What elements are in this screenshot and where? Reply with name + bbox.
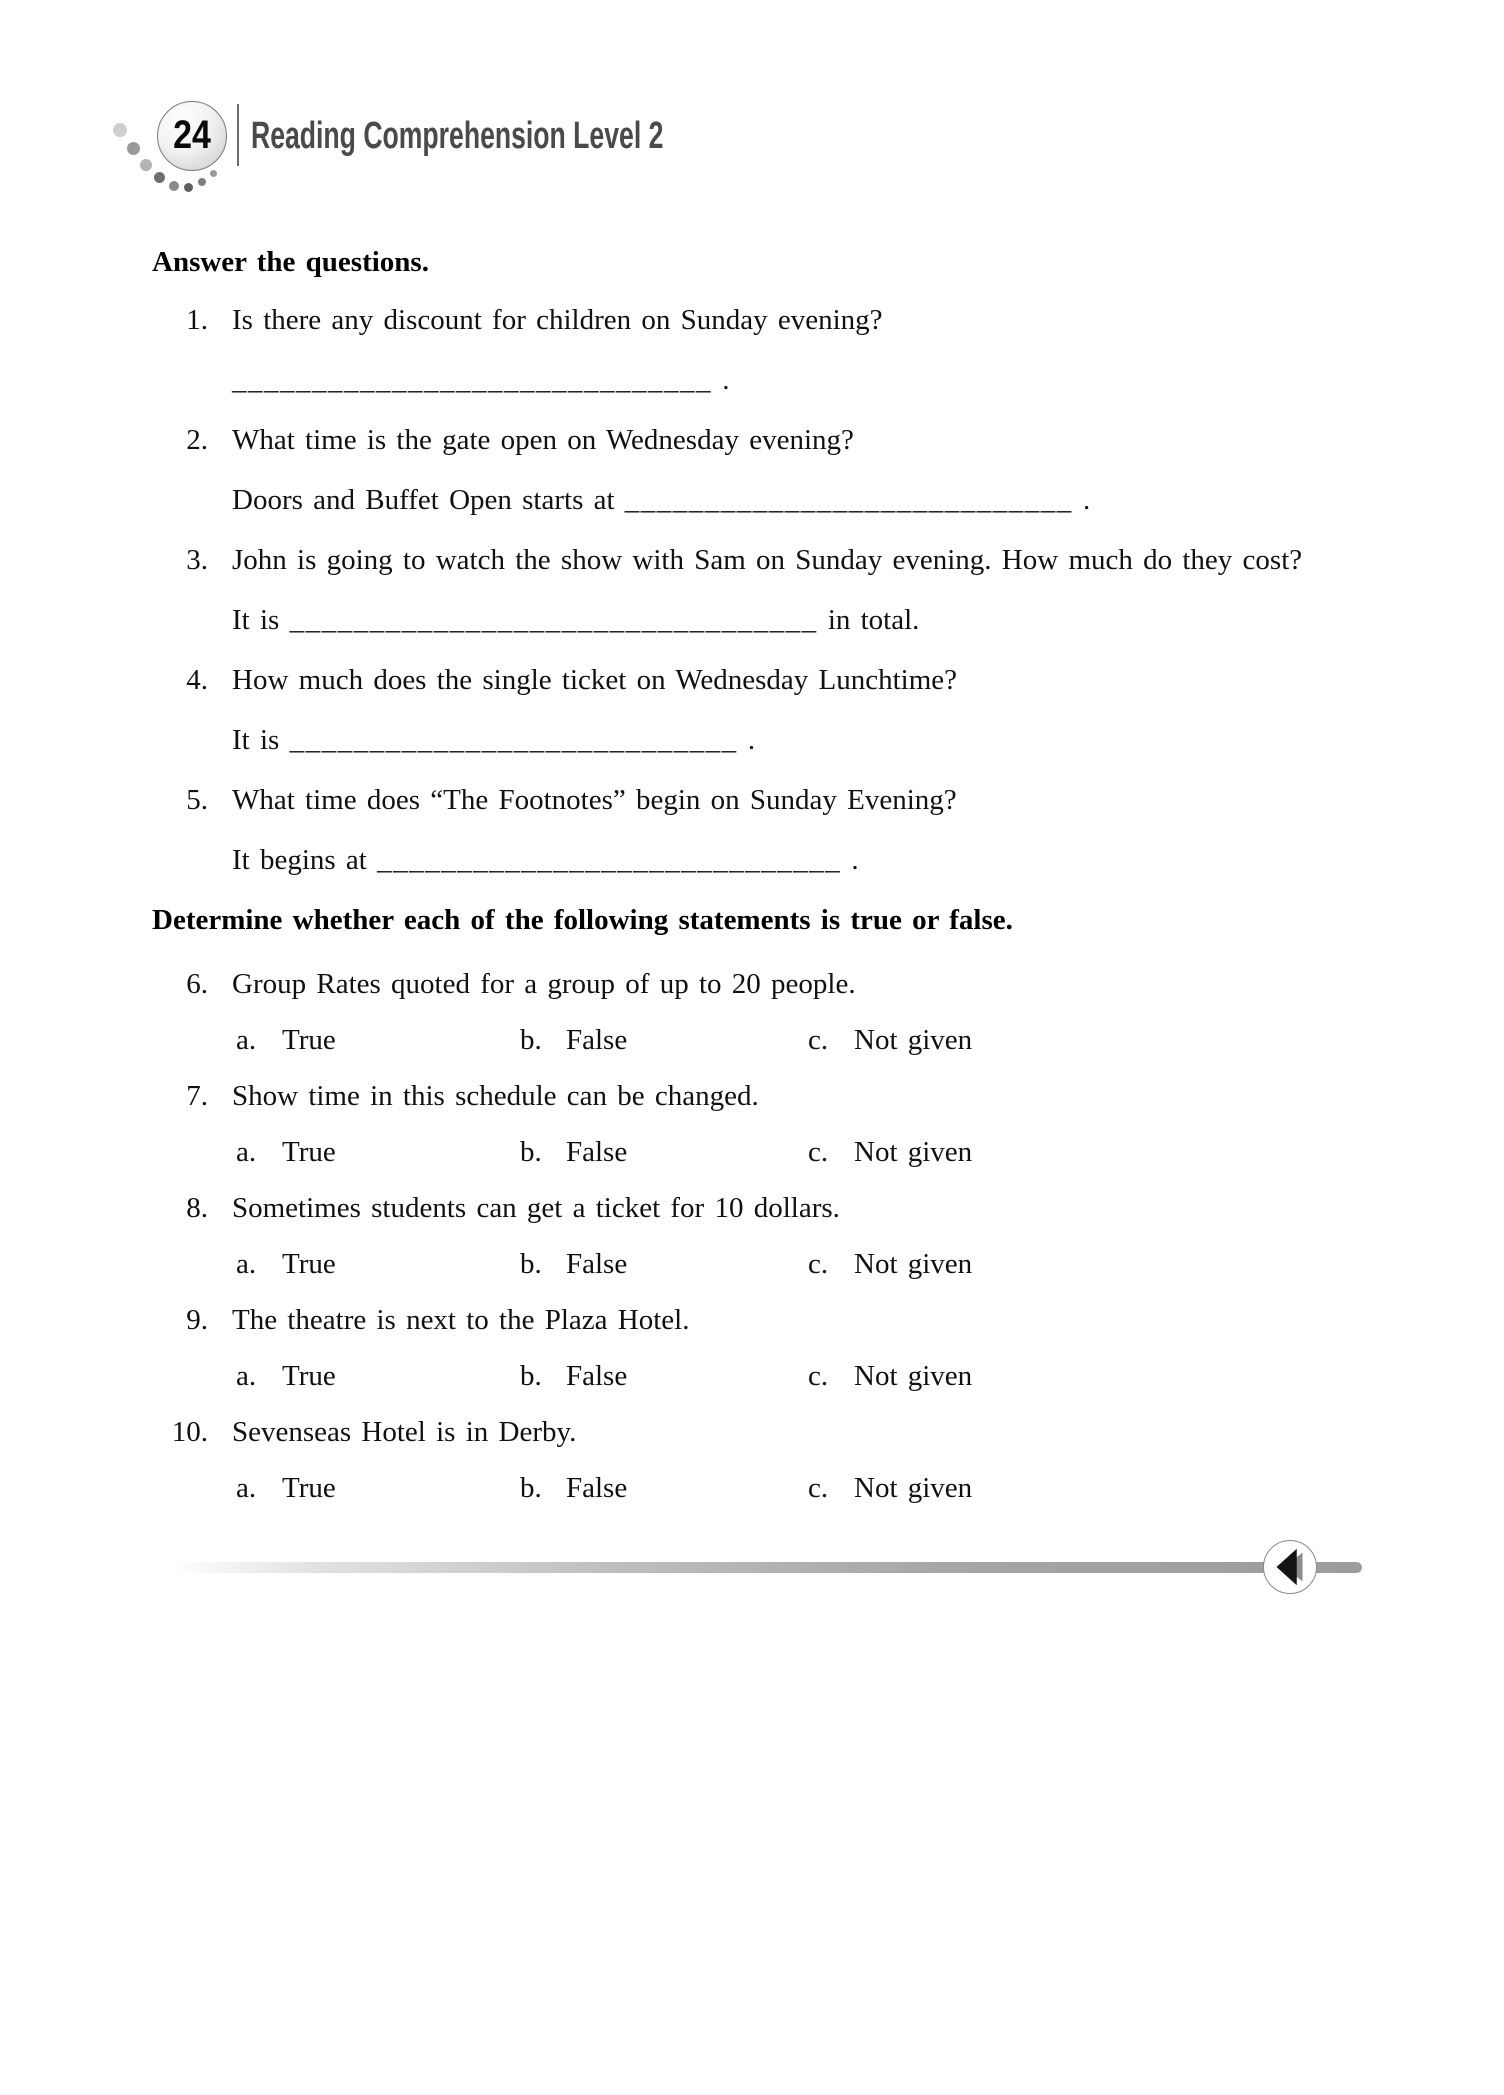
option-not-given: c. Not given [808,1024,973,1056]
question-number: 7. [186,1080,208,1112]
answer-blank: ______________________________ [232,364,712,396]
question-8 [152,1191,1362,1281]
statement-text: The theatre is next to the Plaza Hotel. [232,1304,690,1336]
question-3 [152,543,1362,637]
question-number: 8. [186,1192,208,1224]
decorative-dot [210,170,217,177]
answer-prefix: Doors and Buffet Open starts at [232,484,625,516]
options-row [152,1135,1362,1169]
answer-blank: ____________________________ [624,484,1073,516]
options-row [152,1247,1362,1281]
option-true: a. True [236,1136,336,1168]
option-false: b. False [520,1024,628,1056]
question-number: 4. [186,664,208,696]
answer-line [152,843,1362,877]
question-text: John is going to watch the show with Sam on Sunday evening. How much do they cost? [232,544,1303,576]
option-not-given: c. Not given [808,1248,973,1280]
footer-divider-bar [170,1562,1362,1573]
question-7 [152,1079,1362,1169]
option-true: a. True [236,1360,336,1392]
page-number-badge [157,101,227,171]
answer-line [152,603,1362,637]
question-number: 1. [186,304,208,336]
statement-text: Sevenseas Hotel is in Derby. [232,1416,577,1448]
answer-line [152,483,1362,517]
question-10 [152,1415,1362,1505]
back-arrow-icon[interactable] [1263,1540,1317,1594]
question-number: 2. [186,424,208,456]
worksheet-content [152,245,1362,1527]
question-number: 10. [171,1416,208,1448]
back-arrow-glyph [1277,1549,1297,1586]
decorative-dot [169,181,179,191]
answer-prefix: It is [232,604,290,636]
answer-prefix: It is [232,724,290,756]
question-5 [152,783,1362,877]
option-true: a. True [236,1472,336,1504]
answer-prefix: It begins at [232,844,378,876]
answer-blank: _________________________________ [289,604,818,636]
question-4 [152,663,1362,757]
answer-blank: ____________________________ [289,724,738,756]
question-text: Is there any discount for children on Sunday evening? [232,304,883,336]
question-6 [152,967,1362,1057]
question-number: 6. [186,968,208,1000]
question-number: 5. [186,784,208,816]
option-false: b. False [520,1136,628,1168]
options-row [152,1359,1362,1393]
page-header [0,0,1504,220]
option-not-given: c. Not given [808,1136,973,1168]
options-row [152,1023,1362,1057]
section-heading-true-false: Determine whether each of the following statements is true or false. [152,904,1013,936]
decorative-dot [198,178,206,186]
decorative-dot [127,142,140,155]
answer-line [152,363,1362,397]
page-title: Reading Comprehension Level 2 [251,115,664,157]
question-9 [152,1303,1362,1393]
question-1 [152,303,1362,397]
statement-text: Show time in this schedule can be changed. [232,1080,759,1112]
question-text: How much does the single ticket on Wednesday Lunchtime? [232,664,958,696]
question-number: 9. [186,1304,208,1336]
question-2 [152,423,1362,517]
answer-blank: _____________________________ [377,844,842,876]
question-number: 3. [186,544,208,576]
answer-suffix: in total. [817,604,920,636]
question-text: What time is the gate open on Wednesday evening? [232,424,854,456]
decorative-dot [184,183,193,192]
option-false: b. False [520,1472,628,1504]
decorative-dot [113,123,127,137]
option-not-given: c. Not given [808,1472,973,1504]
statement-text: Group Rates quoted for a group of up to 20 people. [232,968,856,1000]
question-text: What time does “The Footnotes” begin on Sunday Evening? [232,784,957,816]
options-row [152,1471,1362,1505]
header-divider [237,104,239,166]
answer-line [152,723,1362,757]
answer-suffix: . [737,724,756,756]
section-heading-answer-questions: Answer the questions. [152,246,429,278]
page-number: 24 [173,113,211,157]
statement-text: Sometimes students can get a ticket for 10 dollars. [232,1192,840,1224]
option-true: a. True [236,1024,336,1056]
option-not-given: c. Not given [808,1360,973,1392]
option-false: b. False [520,1248,628,1280]
answer-suffix: . [841,844,859,876]
decorative-dot [140,159,152,171]
option-false: b. False [520,1360,628,1392]
answer-suffix: . [1072,484,1091,516]
answer-suffix: . [712,364,730,396]
decorative-dot [154,172,165,183]
option-true: a. True [236,1248,336,1280]
